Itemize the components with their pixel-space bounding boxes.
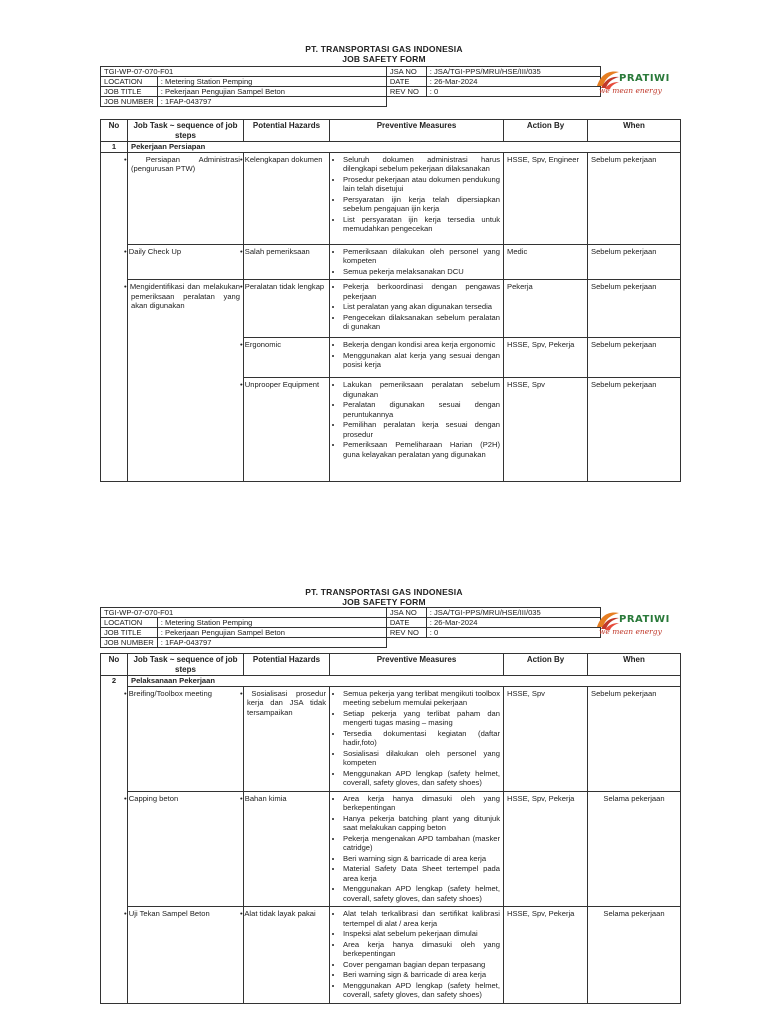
measure-item: • Peralatan digunakan sesuai dengan peruntukannya — [343, 400, 500, 419]
task-cell: • Daily Check Up — [128, 244, 244, 280]
col-task: Job Task ~ sequence of job steps — [128, 120, 244, 142]
table-row — [101, 152, 681, 244]
hazard-cell: • Bahan kimia — [244, 791, 330, 907]
measures-cell — [330, 280, 504, 338]
measure-item: • Pekerja mengenakan APD tambahan (masker catridge) — [343, 834, 500, 853]
col-measures: Preventive Measures — [330, 654, 504, 676]
date-label: DATE — [386, 77, 426, 87]
rev-no-value: : 0 — [426, 87, 600, 97]
table-row — [101, 791, 681, 907]
jsa-no-label: JSA NO — [386, 608, 426, 618]
measure-item: • List persyaratan ijin kerja tersedia untuk memudahkan pengecekan — [343, 215, 500, 234]
measure-item: • Sosialisasi dilakukan oleh personel yang kompeten — [343, 749, 500, 768]
measure-item: • Hanya pekerja batching plant yang ditunjuk saat melakukan capping beton — [343, 814, 500, 833]
measure-item: • Pemeriksaan Pemeliharaan Harian (P2H) guna kelayakan peralatan yang digunakan — [343, 440, 500, 459]
measure-item: • Semua pekerja yang terlibat mengikuti toolbox meeting sebelum memulai pekerjaan — [343, 689, 500, 708]
logo-name: PRATIWI — [619, 614, 670, 625]
section-title: Pelaksanaan Pekerjaan — [128, 676, 681, 687]
hazard-cell: • Ergonomic — [244, 338, 330, 378]
form-title-1: JOB SAFETY FORM — [342, 54, 426, 64]
jsa-table-1 — [100, 119, 681, 482]
measure-item: • Pekerja berkoordinasi dengan pengawas pekerjaan — [343, 282, 500, 301]
col-hazards: Potential Hazards — [244, 120, 330, 142]
logo-name: PRATIWI — [619, 73, 670, 84]
col-action: Action By — [504, 120, 588, 142]
job-number-label: JOB NUMBER — [101, 638, 158, 648]
date-label: DATE — [386, 618, 426, 628]
logo-tagline: we mean energy — [599, 86, 662, 95]
measure-item: • Area kerja hanya dimasuki oleh yang berkepentingan — [343, 794, 500, 813]
measure-item: • Menggunakan APD lengkap (safety helmet, coverall, safety gloves, dan safety shoes) — [343, 981, 500, 1000]
action-cell: HSSE, Spv, Pekerja — [504, 338, 588, 378]
col-task: Job Task ~ sequence of job steps — [128, 654, 244, 676]
col-measures: Preventive Measures — [330, 120, 504, 142]
measure-item: • Beri warning sign & barricade di area kerja — [343, 970, 500, 980]
measure-item: • Menggunakan alat kerja yang sesuai dengan posisi kerja — [343, 351, 500, 370]
measure-item: • Lakukan pemeriksaan peralatan sebelum digunakan — [343, 380, 500, 399]
rev-no-label: REV NO — [386, 87, 426, 97]
company-title-1: PT. TRANSPORTASI GAS INDONESIA — [305, 44, 463, 54]
job-title-label: JOB TITLE — [101, 87, 158, 97]
hazard-cell: • Alat tidak layak pakai — [244, 907, 330, 1004]
measure-item: • Menggunakan APD lengkap (safety helmet, coverall, safety gloves, dan safety shoes) — [343, 884, 500, 903]
measures-cell — [330, 244, 504, 280]
section-no: 2 — [101, 676, 128, 1004]
task-cell: • Uji Tekan Sampel Beton — [128, 907, 244, 1004]
measure-item: • Tersedia dokumentasi kegiatan (daftar hadir,foto) — [343, 729, 500, 748]
rev-no-value: : 0 — [426, 628, 600, 638]
measure-item: • Setiap pekerja yang terlibat paham dan mengerti tugas masing – masing — [343, 709, 500, 728]
hazard-cell: • Unprooper Equipment — [244, 378, 330, 482]
when-cell: Sebelum pekerjaan — [588, 152, 681, 244]
location-label: LOCATION — [101, 618, 158, 628]
job-number-value: : 1FAP-043797 — [157, 97, 386, 107]
hazard-cell: • Kelengkapan dokumen — [244, 152, 330, 244]
col-no: No — [101, 120, 128, 142]
doc-code: TGI-WP-07-070-F01 — [101, 67, 387, 77]
measure-item: • Pengecekan dilaksanakan sebelum peralatan di gunakan — [343, 313, 500, 332]
jsa-no-label: JSA NO — [386, 67, 426, 77]
measure-item: • Alat telah terkalibrasi dan sertifikat kalibrasi tertempel di alat / area kerja — [343, 909, 500, 928]
job-title-value: : Pekerjaan Pengujian Sampel Beton — [157, 628, 386, 638]
measure-item: • Bekerja dengan kondisi area kerja ergonomic — [343, 340, 500, 350]
measure-item: • Cover pengaman bagian depan terpasang — [343, 960, 500, 970]
col-hazards: Potential Hazards — [244, 654, 330, 676]
section-title: Pekerjaan Persiapan — [128, 142, 681, 153]
action-cell: Medic — [504, 244, 588, 280]
job-number-label: JOB NUMBER — [101, 97, 158, 107]
job-number-value: : 1FAP-043797 — [157, 638, 386, 648]
when-cell: Selama pekerjaan — [588, 907, 681, 1004]
col-action: Action By — [504, 654, 588, 676]
form-title-2: JOB SAFETY FORM — [342, 597, 426, 607]
action-cell: Pekerja — [504, 280, 588, 338]
action-cell: HSSE, Spv, Engineer — [504, 152, 588, 244]
job-title-label: JOB TITLE — [101, 628, 158, 638]
when-cell: Sebelum pekerjaan — [588, 244, 681, 280]
when-cell: Sebelum pekerjaan — [588, 378, 681, 482]
location-value: : Metering Station Pemping — [157, 77, 386, 87]
measure-item: • Material Safety Data Sheet tertempel pada area kerja — [343, 864, 500, 883]
action-cell: HSSE, Spv — [504, 686, 588, 791]
table-row — [101, 686, 681, 791]
task-cell: • Persiapan Administrasi (pengurusan PTW) — [128, 152, 244, 244]
pratiwi-logo — [593, 607, 678, 645]
measures-cell — [330, 686, 504, 791]
table-row — [101, 907, 681, 1004]
rev-no-label: REV NO — [386, 628, 426, 638]
pratiwi-logo — [593, 66, 678, 104]
measures-cell — [330, 791, 504, 907]
task-cell: • Breifing/Toolbox meeting — [128, 686, 244, 791]
measure-item: • Prosedur pekerjaan atau dokumen pendukung lain telah disetujui — [343, 175, 500, 194]
measure-item: • Inspeksi alat sebelum pekerjaan dimulai — [343, 929, 500, 939]
col-no: No — [101, 654, 128, 676]
date-value: : 26-Mar-2024 — [426, 77, 600, 87]
section-no: 1 — [101, 142, 128, 153]
measures-cell — [330, 907, 504, 1004]
jsa-no-value: : JSA/TGI-PPS/MRU/HSE/III/035 — [426, 67, 600, 77]
measure-item: • Menggunakan APD lengkap (safety helmet, coverall, safety gloves, dan safety shoes) — [343, 769, 500, 788]
col-when: When — [588, 654, 681, 676]
measure-item: • Semua pekerja melaksanakan DCU — [343, 267, 500, 277]
jsa-table-2 — [100, 653, 681, 1004]
location-label: LOCATION — [101, 77, 158, 87]
company-title-2: PT. TRANSPORTASI GAS INDONESIA — [305, 587, 463, 597]
measure-item: • Seluruh dokumen administrasi harus dilengkapi sebelum pekerjaan dilaksanakan — [343, 155, 500, 174]
measure-item: • Persyaratan ijin kerja telah dipersiapkan sebelum pengajuan ijin kerja — [343, 195, 500, 214]
when-cell: Sebelum pekerjaan — [588, 338, 681, 378]
doc-code: TGI-WP-07-070-F01 — [101, 608, 387, 618]
hazard-cell: • Sosialisasi prosedur kerja dan JSA tidak tersampaikan — [244, 686, 330, 791]
measure-item: • Area kerja hanya dimasuki oleh yang berkepentingan — [343, 940, 500, 959]
location-value: : Metering Station Pemping — [157, 618, 386, 628]
job-title-value: : Pekerjaan Pengujian Sampel Beton — [157, 87, 386, 97]
action-cell: HSSE, Spv — [504, 378, 588, 482]
table-row — [101, 280, 681, 338]
measure-item: • List peralatan yang akan digunakan tersedia — [343, 302, 500, 312]
measure-item: • Pemilihan peralatan kerja sesuai dengan prosedur — [343, 420, 500, 439]
jsa-no-value: : JSA/TGI-PPS/MRU/HSE/III/035 — [426, 608, 600, 618]
when-cell: Sebelum pekerjaan — [588, 686, 681, 791]
action-cell: HSSE, Spv, Pekerja — [504, 791, 588, 907]
measure-item: • Beri warning sign & barricade di area kerja — [343, 854, 500, 864]
table-row — [101, 244, 681, 280]
hazard-cell: • Peralatan tidak lengkap — [244, 280, 330, 338]
measures-cell — [330, 338, 504, 378]
task-cell: • Mengidentifikasi dan melakukan pemeriksaan peralatan yang akan digunakan — [128, 280, 244, 482]
task-cell: • Capping beton — [128, 791, 244, 907]
when-cell: Selama pekerjaan — [588, 791, 681, 907]
hazard-cell: • Salah pemeriksaan — [244, 244, 330, 280]
measures-cell — [330, 152, 504, 244]
col-when: When — [588, 120, 681, 142]
date-value: : 26-Mar-2024 — [426, 618, 600, 628]
when-cell: Sebelum pekerjaan — [588, 280, 681, 338]
measure-item: • Pemeriksaan dilakukan oleh personel yang kompeten — [343, 247, 500, 266]
logo-tagline: we mean energy — [599, 627, 662, 636]
measures-cell — [330, 378, 504, 482]
action-cell: HSSE, Spv, Pekerja — [504, 907, 588, 1004]
